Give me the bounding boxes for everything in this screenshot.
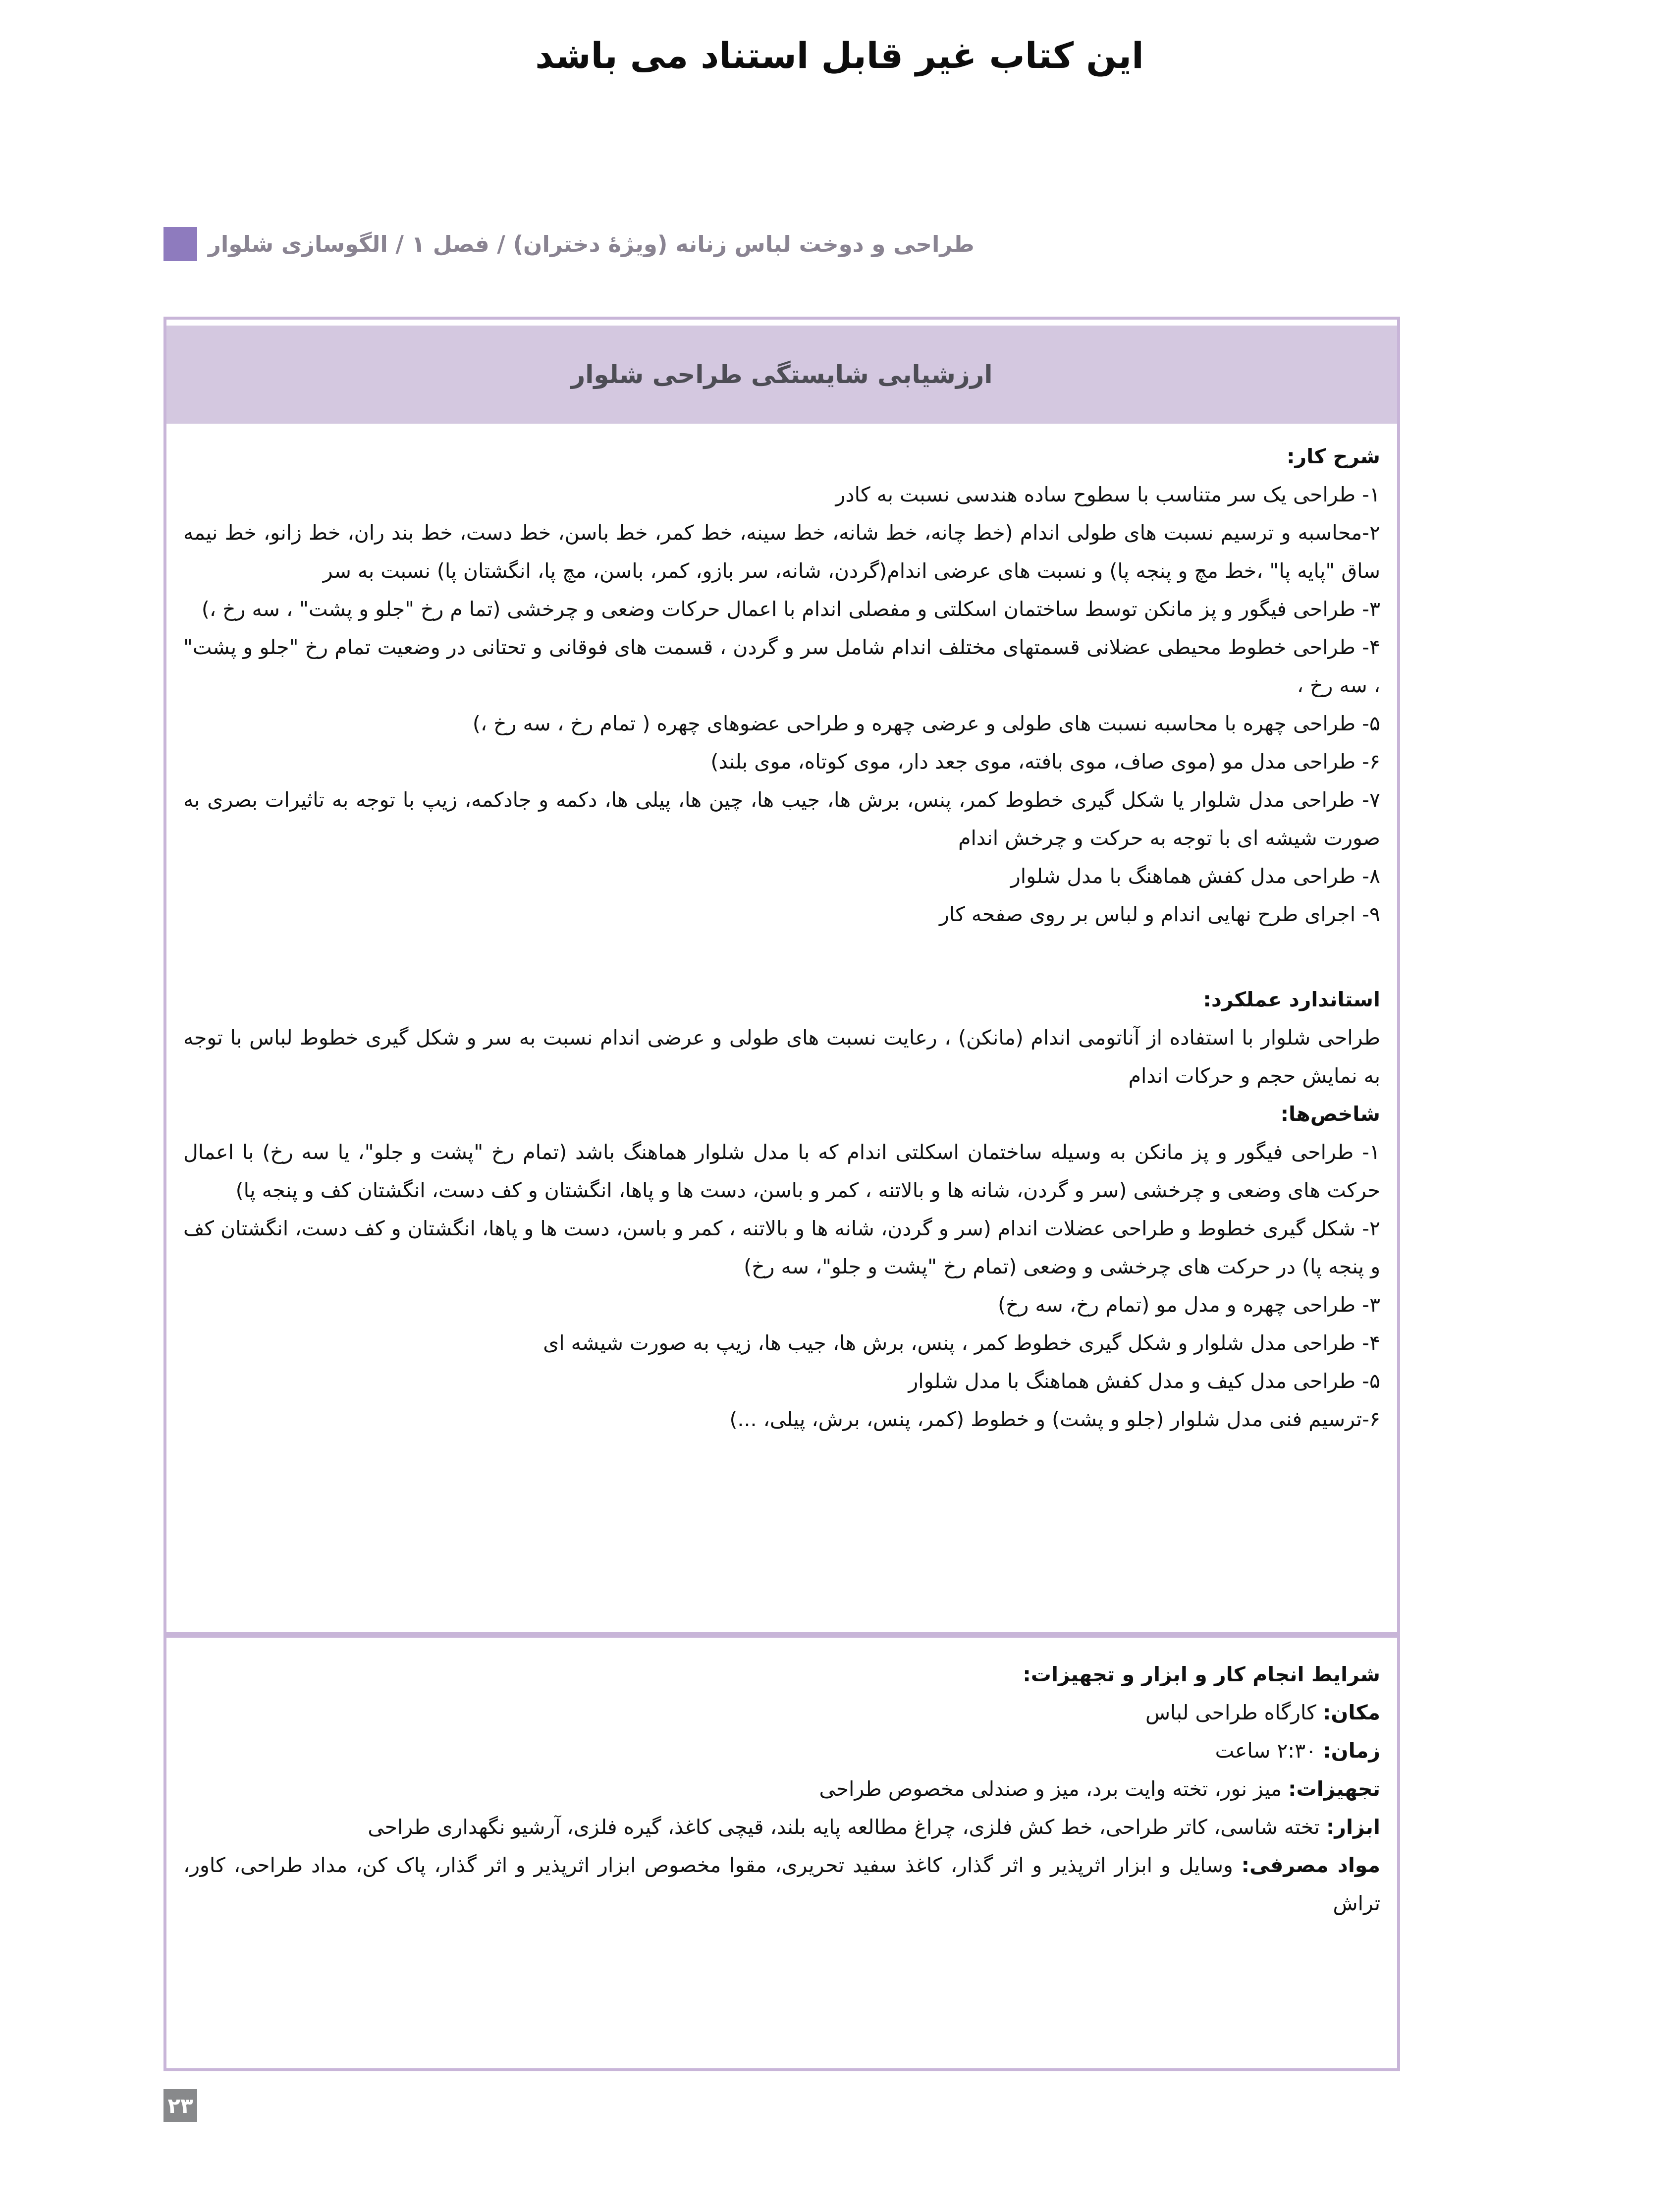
conditions-entry	[183, 1694, 1380, 1732]
page-number-badge: ۲۳	[163, 2089, 197, 2122]
indicator-item: ۲- شکل گیری خطوط و طراحی عضلات اندام (سر و گردن، شانه ها و بالاتنه ، کمر و باسن، دست ها و پاها، انگشتان و کف دست، انگشتان کف و پنجه پا) در حرکت های چرخشی و وضعی (تمام رخ "پشت و جلو"، سه رخ)	[183, 1217, 1380, 1278]
conditions-entry	[183, 1846, 1380, 1923]
conditions-entry-label: زمان:	[1323, 1739, 1380, 1763]
evaluation-box	[163, 317, 1400, 1635]
conditions-entry-text: وسایل و ابزار اثرپذیر و اثر گذار، کاغذ سفید تحریری، مقوا مخصوص ابزار اثرپذیر و اثر گذار، پاک کن، مداد طراحی، کاور، تراش	[183, 1853, 1380, 1915]
indicator-item: ۱- طراحی فیگور و پز مانکن به وسیله ساختمان اسکلتی اندام که با مدل شلوار هماهنگ باشد (تمام رخ "پشت و جلو"، یا سه رخ) با اعمال حرکت های وضعی و چرخشی (سر و گردن، شانه ها و بالاتنه ، کمر و باسن، دست ها و پاها، انگشتان و کف دست، انگشتان کف و پنجه پا)	[183, 1140, 1380, 1202]
performance-standard-text: طراحی شلوار با استفاده از آناتومی اندام (مانکن) ، رعایت نسبت های طولی و عرضی اندام نسبت به سر و شکل گیری خطوط لباس با توجه به نمایش حجم و حرکات اندام	[183, 1026, 1380, 1088]
indicator-item: ۵- طراحی مدل کیف و مدل کفش هماهنگ با مدل شلوار	[908, 1369, 1380, 1393]
indicator-item: ۴- طراحی مدل شلوار و شکل گیری خطوط کمر ، پنس، برش ها، جیب ها، زیپ به صورت شیشه ای	[543, 1331, 1380, 1355]
work-item: ۵- طراحی چهره با محاسبه نسبت های طولی و عرضی چهره و طراحی عضوهای چهره ( تمام رخ ، سه رخ ،)	[472, 712, 1380, 735]
evaluation-box-title-band	[166, 326, 1397, 424]
conditions-heading: شرایط انجام کار و ابزار و تجهیزات:	[1023, 1662, 1380, 1686]
conditions-box-body	[166, 1638, 1397, 1933]
work-item: ۶- طراحی مدل مو (موی صاف، موی بافته، موی جعد دار، موی کوتاه، موی بلند)	[710, 750, 1380, 774]
conditions-entry-text: ۲:۳۰ ساعت	[1215, 1739, 1317, 1763]
conditions-box	[163, 1635, 1400, 2071]
evaluation-box-body	[166, 424, 1397, 1448]
work-item: ۴- طراحی خطوط محیطی عضلانی قسمتهای مختلف اندام شامل سر و گردن ، قسمت های فوقانی و تحتانی در وضعیت تمام رخ "جلو و پشت" ، سه رخ ،	[183, 635, 1380, 697]
conditions-entry	[183, 1732, 1380, 1770]
indicator-item: ۶-ترسیم فنی مدل شلوار (جلو و پشت) و خطوط (کمر، پنس، برش، پیلی، ...)	[729, 1407, 1380, 1431]
work-description-heading: شرح کار:	[1287, 444, 1380, 468]
chapter-marker-icon	[163, 227, 197, 261]
conditions-entry-label: مکان:	[1322, 1701, 1380, 1724]
conditions-entry-text: تخته شاسی، کاتر طراحی، خط کش فلزی، چراغ مطالعه پایه بلند، قیچی کاغذ، گیره فلزی، آرشیو نگهداری طراحی	[368, 1815, 1320, 1839]
work-item: ۱- طراحی یک سر متناسب با سطوح ساده هندسی نسبت به کادر	[835, 483, 1380, 506]
indicator-item: ۳- طراحی چهره و مدل مو (تمام رخ، سه رخ)	[998, 1293, 1380, 1317]
conditions-entry-label: مواد مصرفی:	[1241, 1853, 1380, 1877]
conditions-entry-label: ابزار:	[1326, 1815, 1380, 1839]
work-item: ۲-محاسبه و ترسیم نسبت های طولی اندام (خط چانه، خط شانه، خط سینه، خط کمر، خط باسن، خط دست، خط بند ران، خط زانو، خط نیمه ساق "پایه پا" ،خط مچ و پنجه پا) و نسبت های عرضی اندام(گردن، شانه، سر بازو، کمر، باسن، مچ پا، انگشتان پا) نسبت به سر	[183, 521, 1380, 583]
conditions-entry-text: کارگاه طراحی لباس	[1145, 1701, 1316, 1724]
conditions-entry-text: میز نور، تخته وایت برد، میز و صندلی مخصوص طراحی	[819, 1777, 1282, 1801]
work-item: ۳- طراحی فیگور و پز مانکن توسط ساختمان اسکلتی و مفصلی اندام با اعمال حرکات وضعی و چرخشی (تما م رخ "جلو و پشت" ، سه رخ ،)	[201, 597, 1380, 621]
conditions-entry	[183, 1770, 1380, 1808]
performance-standard-heading: استاندارد عملکرد:	[1203, 988, 1380, 1011]
work-item: ۸- طراحی مدل کفش هماهنگ با مدل شلوار	[1011, 864, 1380, 888]
indicators-heading: شاخص‌ها:	[1280, 1102, 1380, 1126]
page-header	[163, 227, 975, 261]
watermark-text: این کتاب غیر قابل استناد می باشد	[535, 35, 1144, 76]
work-item: ۹- اجرای طرح نهایی اندام و لباس بر روی صفحه کار	[939, 902, 1380, 926]
conditions-entry	[183, 1808, 1380, 1846]
breadcrumb: طراحی و دوخت لباس زنانه (ویژهٔ دختران) / فصل ۱ / الگوسازی شلوار	[208, 231, 975, 257]
conditions-entry-label: تجهیزات:	[1288, 1777, 1380, 1801]
evaluation-box-title: ارزشیابی شایستگی طراحی شلوار	[571, 360, 993, 389]
work-item: ۷- طراحی مدل شلوار یا شکل گیری خطوط کمر، پنس، برش ها، جیب ها، چین ها، پیلی ها، دکمه و جادکمه، زیپ با توجه به تاثیرات بصری به صورت شیشه ای با توجه به حرکت و چرخش اندام	[183, 788, 1380, 850]
